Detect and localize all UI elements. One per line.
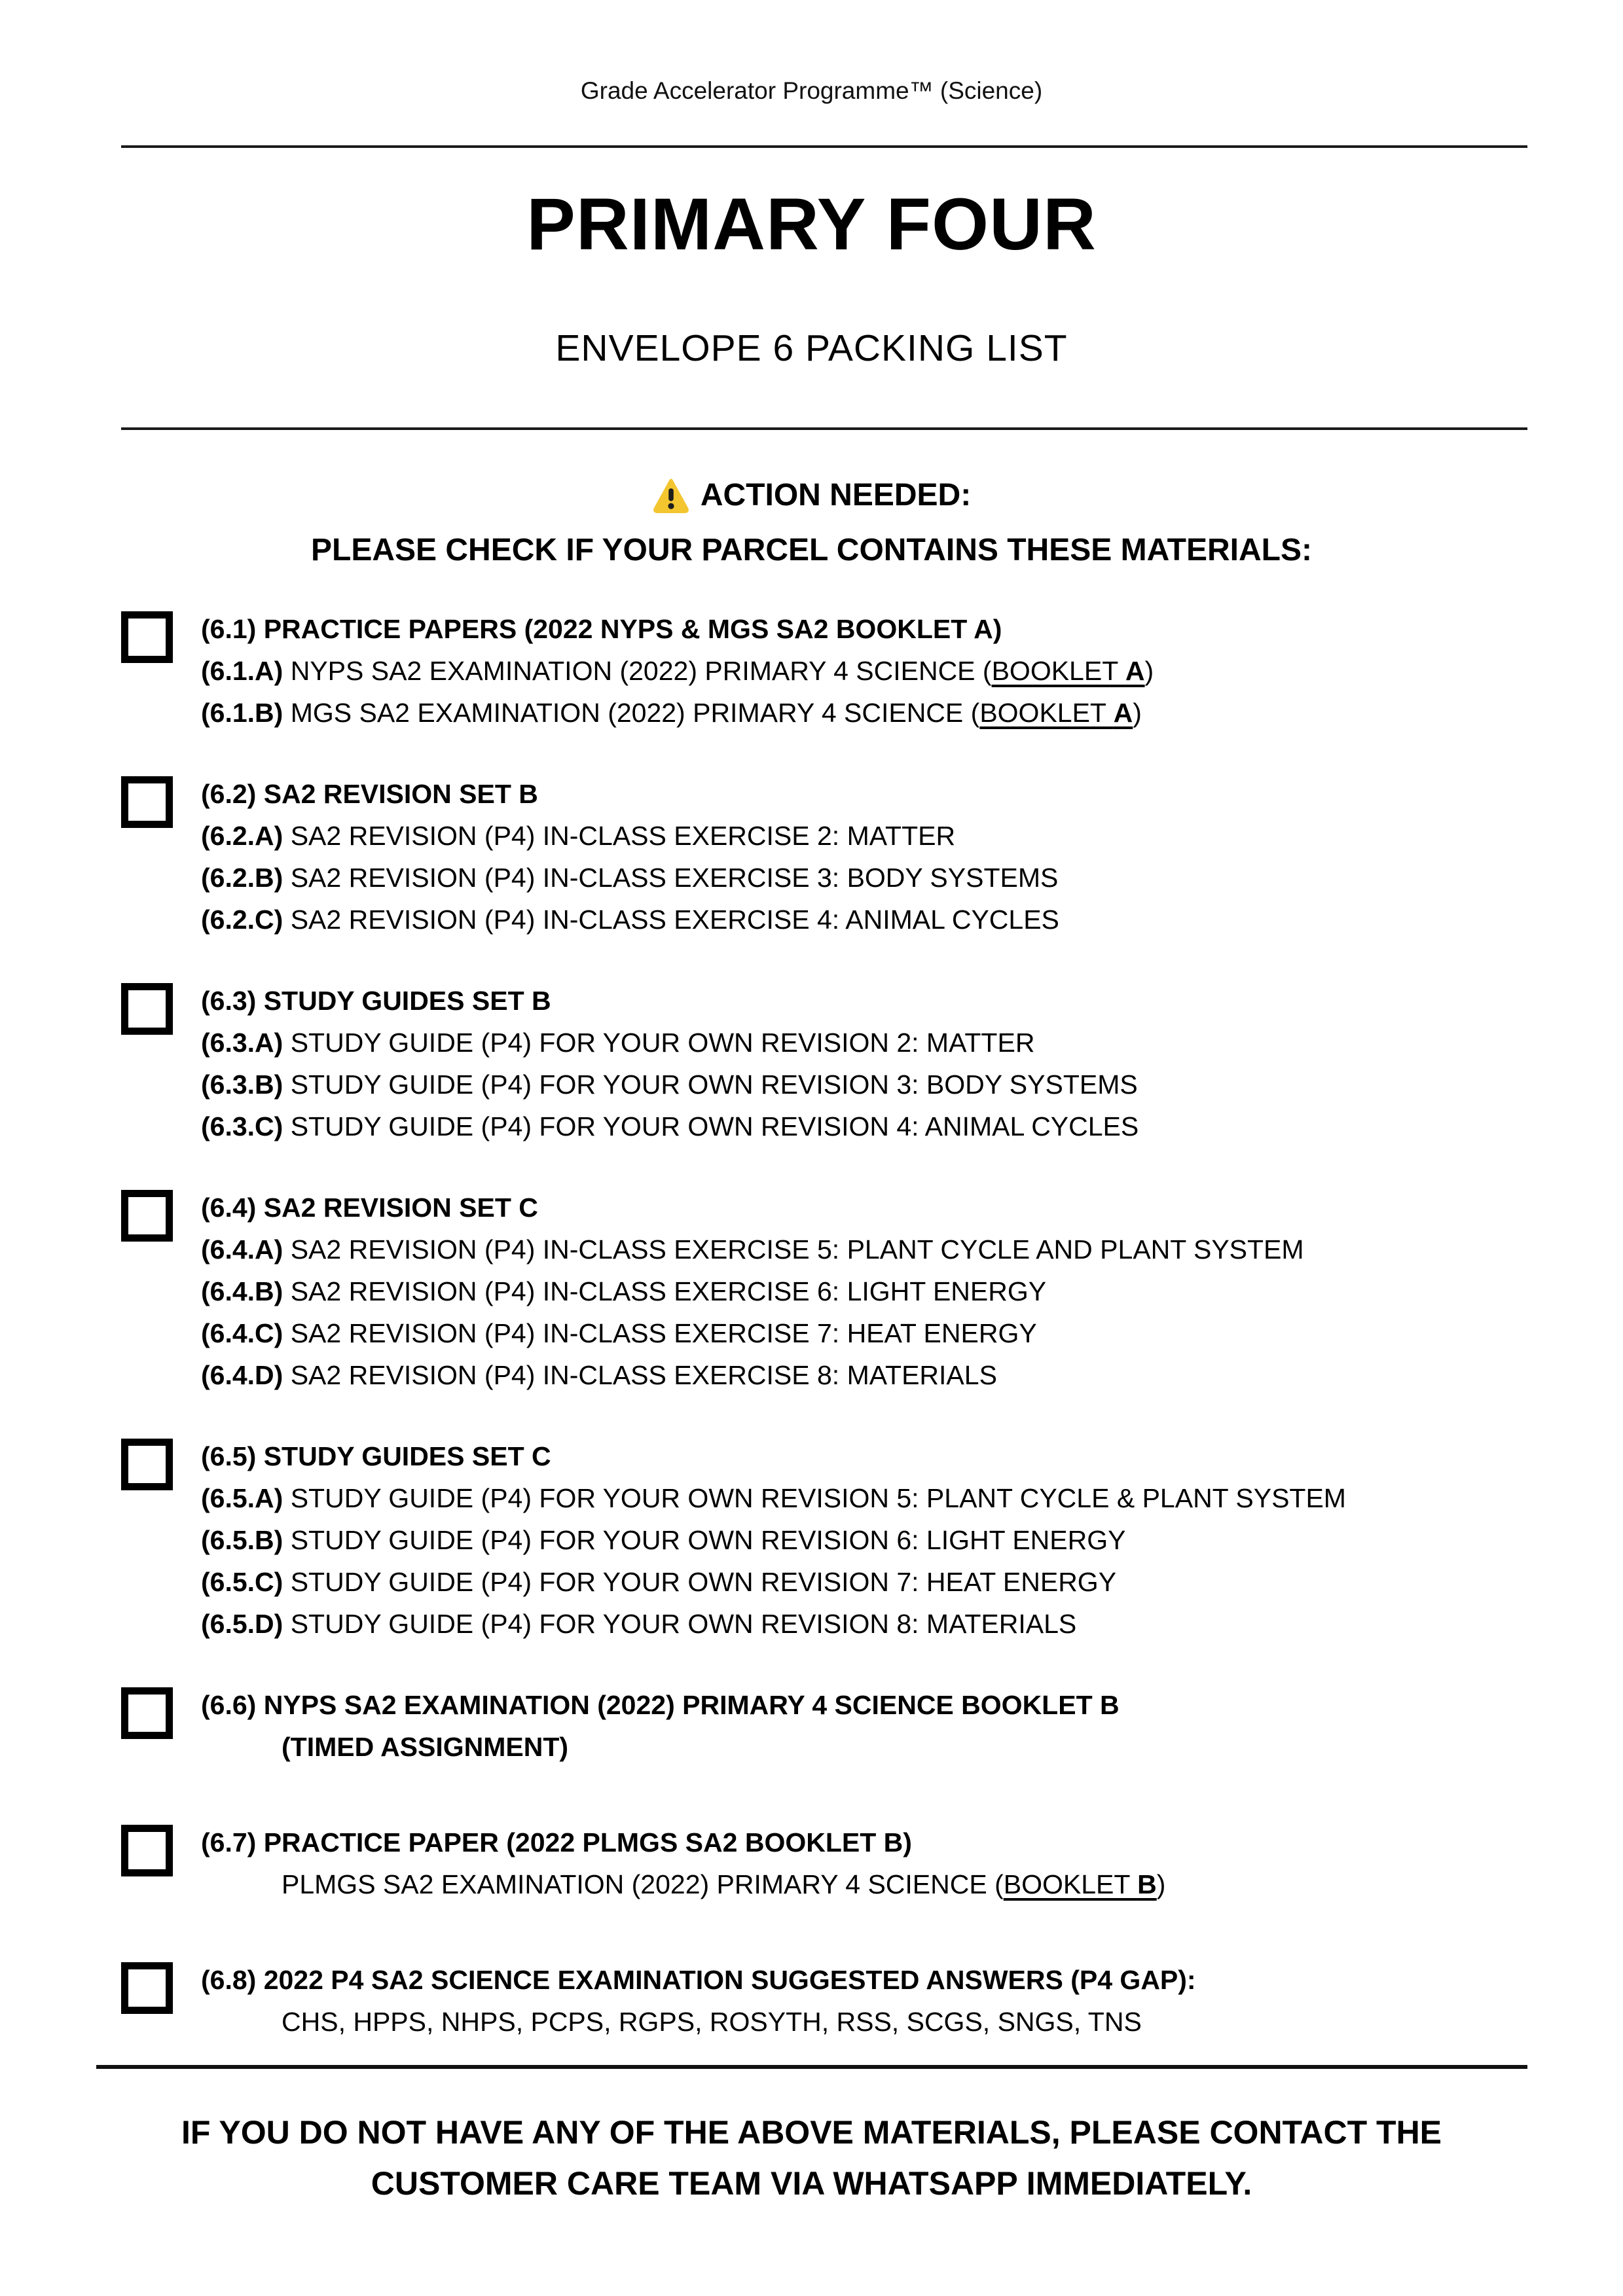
subline-prefix: (6.5.D) bbox=[201, 1609, 283, 1639]
subline-suffix: ) bbox=[1133, 698, 1142, 728]
subline-suffix: ) bbox=[1156, 1869, 1166, 1899]
item-subline bbox=[201, 815, 1059, 857]
subline-prefix: (6.5.B) bbox=[201, 1525, 283, 1555]
item-subline bbox=[201, 1354, 1304, 1396]
item-heading: (6.1) PRACTICE PAPERS (2022 NYPS & MGS SA2 BOOKLET A) bbox=[201, 614, 1002, 644]
item-subline bbox=[201, 692, 1154, 734]
subline-text: SA2 REVISION (P4) IN-CLASS EXERCISE 5: PLANT CYCLE AND PLANT SYSTEM bbox=[283, 1234, 1304, 1265]
checkbox-6-5[interactable] bbox=[121, 1439, 173, 1490]
subline-prefix: (6.5.A) bbox=[201, 1483, 283, 1513]
page-title: PRIMARY FOUR bbox=[526, 183, 1097, 265]
action-needed-text: ACTION NEEDED: bbox=[700, 478, 972, 512]
footer-message-line1: IF YOU DO NOT HAVE ANY OF THE ABOVE MATERIALS, PLEASE CONTACT THE bbox=[181, 2114, 1442, 2151]
item-subline bbox=[201, 1561, 1346, 1603]
item-subline bbox=[201, 1022, 1139, 1064]
footer-message-line2: CUSTOMER CARE TEAM VIA WHATSAPP IMMEDIATELY. bbox=[371, 2165, 1252, 2202]
subline-prefix: (6.2.B) bbox=[201, 863, 283, 893]
checkbox-6-2[interactable] bbox=[121, 776, 173, 828]
checklist-item-6-4 bbox=[121, 1187, 1538, 1396]
footer-message bbox=[85, 2107, 1539, 2209]
divider-header bbox=[121, 427, 1527, 430]
subline-text: PLMGS SA2 EXAMINATION (2022) PRIMARY 4 SCIENCE ( bbox=[282, 1869, 1004, 1899]
subline-text: STUDY GUIDE (P4) FOR YOUR OWN REVISION 6: LIGHT ENERGY bbox=[283, 1525, 1126, 1555]
item-subline bbox=[201, 650, 1154, 692]
warning-triangle-icon bbox=[652, 478, 690, 513]
checklist-item-6-5 bbox=[121, 1435, 1538, 1645]
subline-underline-bold: A bbox=[1113, 698, 1133, 728]
item-subline bbox=[201, 1603, 1346, 1645]
subline-text: STUDY GUIDE (P4) FOR YOUR OWN REVISION 5: PLANT CYCLE & PLANT SYSTEM bbox=[283, 1483, 1346, 1513]
item-subline bbox=[201, 1477, 1346, 1519]
item-heading: (6.8) 2022 P4 SA2 SCIENCE EXAMINATION SUGGESTED ANSWERS (P4 GAP): bbox=[201, 1965, 1196, 1995]
checklist-item-6-6 bbox=[121, 1684, 1538, 1768]
item-subline bbox=[201, 1726, 1120, 1768]
subline-suffix: ) bbox=[1144, 656, 1154, 686]
subline-prefix: (6.4.A) bbox=[201, 1234, 283, 1265]
subline-text: STUDY GUIDE (P4) FOR YOUR OWN REVISION 7: HEAT ENERGY bbox=[283, 1567, 1117, 1597]
subline-prefix: (6.4.D) bbox=[201, 1360, 283, 1390]
item-heading: (6.7) PRACTICE PAPER (2022 PLMGS SA2 BOOKLET B) bbox=[201, 1827, 912, 1857]
item-subline bbox=[201, 1229, 1304, 1270]
subline-underline-bold: A bbox=[1125, 656, 1145, 686]
item-subline bbox=[201, 899, 1059, 941]
item-subline bbox=[201, 2001, 1196, 2043]
item-heading: (6.2) SA2 REVISION SET B bbox=[201, 779, 538, 809]
program-name: Grade Accelerator Programme™ (Science) bbox=[580, 77, 1043, 104]
item-subline bbox=[201, 1105, 1139, 1147]
item-subline bbox=[201, 1064, 1139, 1105]
checkbox-6-3[interactable] bbox=[121, 983, 173, 1035]
item-subline bbox=[201, 1312, 1304, 1354]
subline-text: NYPS SA2 EXAMINATION (2022) PRIMARY 4 SCIENCE ( bbox=[283, 656, 992, 686]
checkbox-6-6[interactable] bbox=[121, 1687, 173, 1739]
item-heading: (6.6) NYPS SA2 EXAMINATION (2022) PRIMARY 4 SCIENCE BOOKLET B bbox=[201, 1690, 1120, 1720]
subline-underline: BOOKLET bbox=[991, 656, 1125, 686]
item-subline bbox=[201, 1863, 1165, 1905]
subline-underline: BOOKLET bbox=[1003, 1869, 1138, 1899]
subline-text: SA2 REVISION (P4) IN-CLASS EXERCISE 2: MATTER bbox=[283, 821, 956, 851]
checklist-item-6-7 bbox=[121, 1821, 1538, 1905]
subline-text: SA2 REVISION (P4) IN-CLASS EXERCISE 7: HEAT ENERGY bbox=[283, 1318, 1037, 1348]
action-notice bbox=[0, 468, 1623, 578]
subline-prefix: (6.1.A) bbox=[201, 656, 283, 686]
checkbox-6-4[interactable] bbox=[121, 1190, 173, 1242]
divider-top bbox=[121, 145, 1527, 148]
checklist-item-6-2 bbox=[121, 773, 1538, 941]
materials-checklist bbox=[121, 608, 1538, 2043]
subline-prefix: (6.2.A) bbox=[201, 821, 283, 851]
item-subline bbox=[201, 1519, 1346, 1561]
checklist-item-6-8 bbox=[121, 1959, 1538, 2043]
subline-prefix: (6.2.C) bbox=[201, 905, 283, 935]
subline-text: MGS SA2 EXAMINATION (2022) PRIMARY 4 SCIENCE ( bbox=[283, 698, 980, 728]
subline-text: SA2 REVISION (P4) IN-CLASS EXERCISE 4: ANIMAL CYCLES bbox=[283, 905, 1059, 935]
page-subtitle: ENVELOPE 6 PACKING LIST bbox=[555, 327, 1068, 369]
subline-underline: BOOKLET bbox=[979, 698, 1114, 728]
subline-text: SA2 REVISION (P4) IN-CLASS EXERCISE 3: BODY SYSTEMS bbox=[283, 863, 1059, 893]
subline-text: STUDY GUIDE (P4) FOR YOUR OWN REVISION 8: MATERIALS bbox=[283, 1609, 1077, 1639]
action-needed-line bbox=[0, 468, 1623, 523]
subline-prefix: (TIMED ASSIGNMENT) bbox=[282, 1732, 569, 1762]
subline-prefix: (6.3.C) bbox=[201, 1111, 283, 1141]
divider-footer bbox=[96, 2065, 1527, 2069]
subline-text: SA2 REVISION (P4) IN-CLASS EXERCISE 8: MATERIALS bbox=[283, 1360, 997, 1390]
subline-text: STUDY GUIDE (P4) FOR YOUR OWN REVISION 2: MATTER bbox=[283, 1028, 1035, 1058]
checkbox-6-8[interactable] bbox=[121, 1962, 173, 2014]
subline-prefix: (6.3.B) bbox=[201, 1069, 283, 1100]
subline-prefix: (6.4.C) bbox=[201, 1318, 283, 1348]
item-subline bbox=[201, 1270, 1304, 1312]
checklist-item-6-3 bbox=[121, 980, 1538, 1147]
subline-text: SA2 REVISION (P4) IN-CLASS EXERCISE 6: LIGHT ENERGY bbox=[283, 1276, 1047, 1306]
subline-prefix: (6.1.B) bbox=[201, 698, 283, 728]
subline-prefix: (6.4.B) bbox=[201, 1276, 283, 1306]
subline-text: CHS, HPPS, NHPS, PCPS, RGPS, ROSYTH, RSS, SCGS, SNGS, TNS bbox=[282, 2007, 1142, 2037]
check-instruction-text: PLEASE CHECK IF YOUR PARCEL CONTAINS THESE MATERIALS: bbox=[311, 533, 1312, 567]
checkbox-6-1[interactable] bbox=[121, 611, 173, 663]
item-heading: (6.3) STUDY GUIDES SET B bbox=[201, 986, 551, 1016]
subline-text: STUDY GUIDE (P4) FOR YOUR OWN REVISION 3: BODY SYSTEMS bbox=[283, 1069, 1138, 1100]
item-heading: (6.5) STUDY GUIDES SET C bbox=[201, 1441, 551, 1471]
item-heading: (6.4) SA2 REVISION SET C bbox=[201, 1193, 538, 1223]
subline-prefix: (6.5.C) bbox=[201, 1567, 283, 1597]
item-subline bbox=[201, 857, 1059, 899]
checklist-item-6-1 bbox=[121, 608, 1538, 734]
checkbox-6-7[interactable] bbox=[121, 1825, 173, 1876]
subline-prefix: (6.3.A) bbox=[201, 1028, 283, 1058]
subline-text: STUDY GUIDE (P4) FOR YOUR OWN REVISION 4: ANIMAL CYCLES bbox=[283, 1111, 1139, 1141]
subline-underline-bold: B bbox=[1137, 1869, 1157, 1899]
